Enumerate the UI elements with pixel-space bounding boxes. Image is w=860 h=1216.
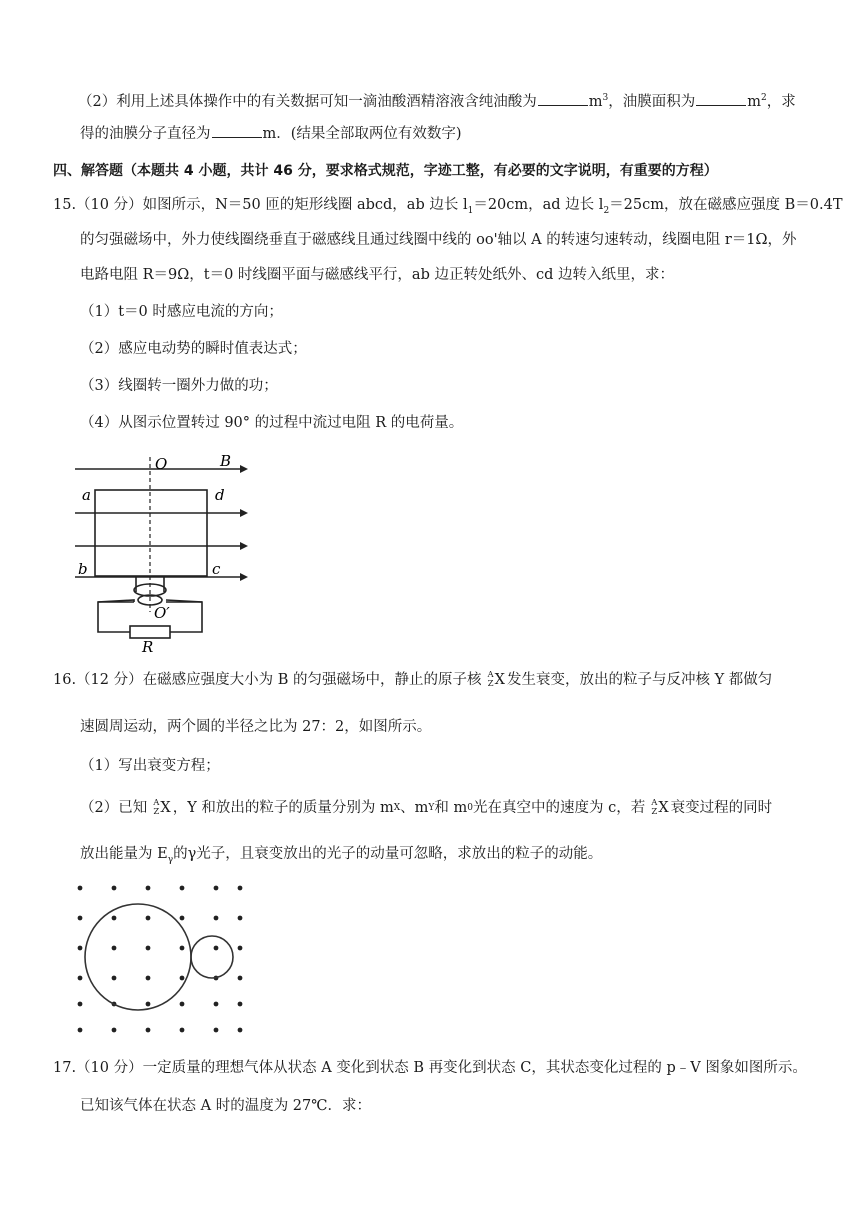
coil-diagram [70,452,260,657]
field-dot [112,1028,117,1033]
decay-diagram [70,878,260,1040]
field-dot [238,1028,243,1033]
q16-line2: 速圆周运动，两个圆的半径之比为 27：2，如图所示。 [80,719,432,735]
label-R: R [142,638,154,656]
field-dot [78,976,83,981]
field-dot [238,1002,243,1007]
q15-line1: 15.（10 分）如图所示，N＝50 匝的矩形线圈 abcd，ab 边长 $l_1=20cm$，ad 边长 $l_2=25cm$，放在磁感应强度 B＝0.4T [53,197,843,216]
q16-line4: 放出能量为 $E_\gamma$的γ光子，且衰变放出的光子的动量可忽略，求放出的粒子的动能。 [80,846,603,865]
q16-part1: （1）写出衰变方程； [80,758,220,774]
label-B: B [220,452,232,470]
field-dot [238,946,243,951]
field-dot [146,1028,151,1033]
field-dot [112,886,117,891]
field-dot [112,946,117,951]
small-orbit-circle [191,936,233,978]
large-orbit-circle [85,904,191,1010]
label-d: d [215,486,225,504]
field-dot [146,916,151,921]
field-dot [180,1002,185,1007]
answer-blank-oil-volume[interactable] [538,91,588,106]
label-c: c [212,560,221,578]
field-dot [78,946,83,951]
field-dot [214,916,219,921]
field-dot [180,916,185,921]
q16-line1: 16.（12 分）在磁感应强度大小为 B 的匀强磁场中，静止的原子核 A Z X 发生衰变，放出的粒子与反冲核 Y 都做匀 [53,670,773,689]
nucleus-symbol: A Z X [487,670,505,689]
answer-blank-film-area[interactable] [696,91,746,106]
field-dot [78,1002,83,1007]
q17-line1: 17.（10 分）一定质量的理想气体从状态 A 变化到状态 B 再变化到状态 C，其状态变化过程的 p﹣V 图象如图所示。 [53,1060,807,1076]
field-dot [146,946,151,951]
nucleus-symbol: A Z X [153,798,171,817]
field-dot [146,976,151,981]
label-O: O [155,455,168,473]
field-dot [214,1028,219,1033]
field-dot [238,916,243,921]
field-dot [238,976,243,981]
field-dot [78,886,83,891]
field-dot [180,1028,185,1033]
field-dot [146,1002,151,1007]
field-dot [214,1002,219,1007]
q15-part4: （4）从图示位置转过 90° 的过程中流过电阻 R 的电荷量。 [80,415,464,431]
field-dot [238,886,243,891]
field-dot [78,916,83,921]
answer-blank-molecule-diameter[interactable] [212,123,262,138]
q15-line3: 电路电阻 R＝9Ω，t＝0 时线圈平面与磁感线平行，ab 边正转处纸外、cd 边转入纸里，求： [80,267,674,283]
q15-part2: （2）感应电动势的瞬时值表达式； [80,341,307,357]
q15-line2: 的匀强磁场中，外力使线圈绕垂直于磁感线且通过线圈中线的 oo'轴以 A 的转速匀速转动，线圈电阻 r＝1Ω，外 [80,232,797,248]
q17-line2: 已知该气体在状态 A 时的温度为 27℃．求： [80,1098,371,1114]
field-dot [146,886,151,891]
q15-part3: （3）线圈转一圈外力做的功； [80,378,278,394]
field-dot [78,1028,83,1033]
field-dot [112,976,117,981]
nucleus-symbol: A Z X [651,798,669,817]
field-dot [214,946,219,951]
section-heading: 四、解答题（本题共 4 小题，共计 46 分，要求格式规范，字迹工整，有必要的文字说明，有重要的方程） [53,163,718,179]
q15-part1: （1）t＝0 时感应电流的方向； [80,304,283,320]
label-a: a [82,486,91,504]
label-O-prime: O′ [154,604,170,622]
q14-part2-line2: 得的油膜分子直径为 m．(结果全部取两位有效数字) [80,123,462,144]
q16-part2: （2）已知 A Z X ，Y 和放出的粒子的质量分别为 m X 、m Y 和 m 0 光在真空中的速度为 c，若 A Z X 衰变过程的同时 [80,798,773,817]
field-dot [180,976,185,981]
q14-part2-line1: （2）利用上述具体操作中的有关数据可知一滴油酸酒精溶液含纯油酸为 $m^3$，油膜面积为 $m^2$，求 [78,88,796,112]
field-dot [180,946,185,951]
label-b: b [78,560,88,578]
field-dot [112,916,117,921]
field-dot [214,886,219,891]
field-dot [180,886,185,891]
